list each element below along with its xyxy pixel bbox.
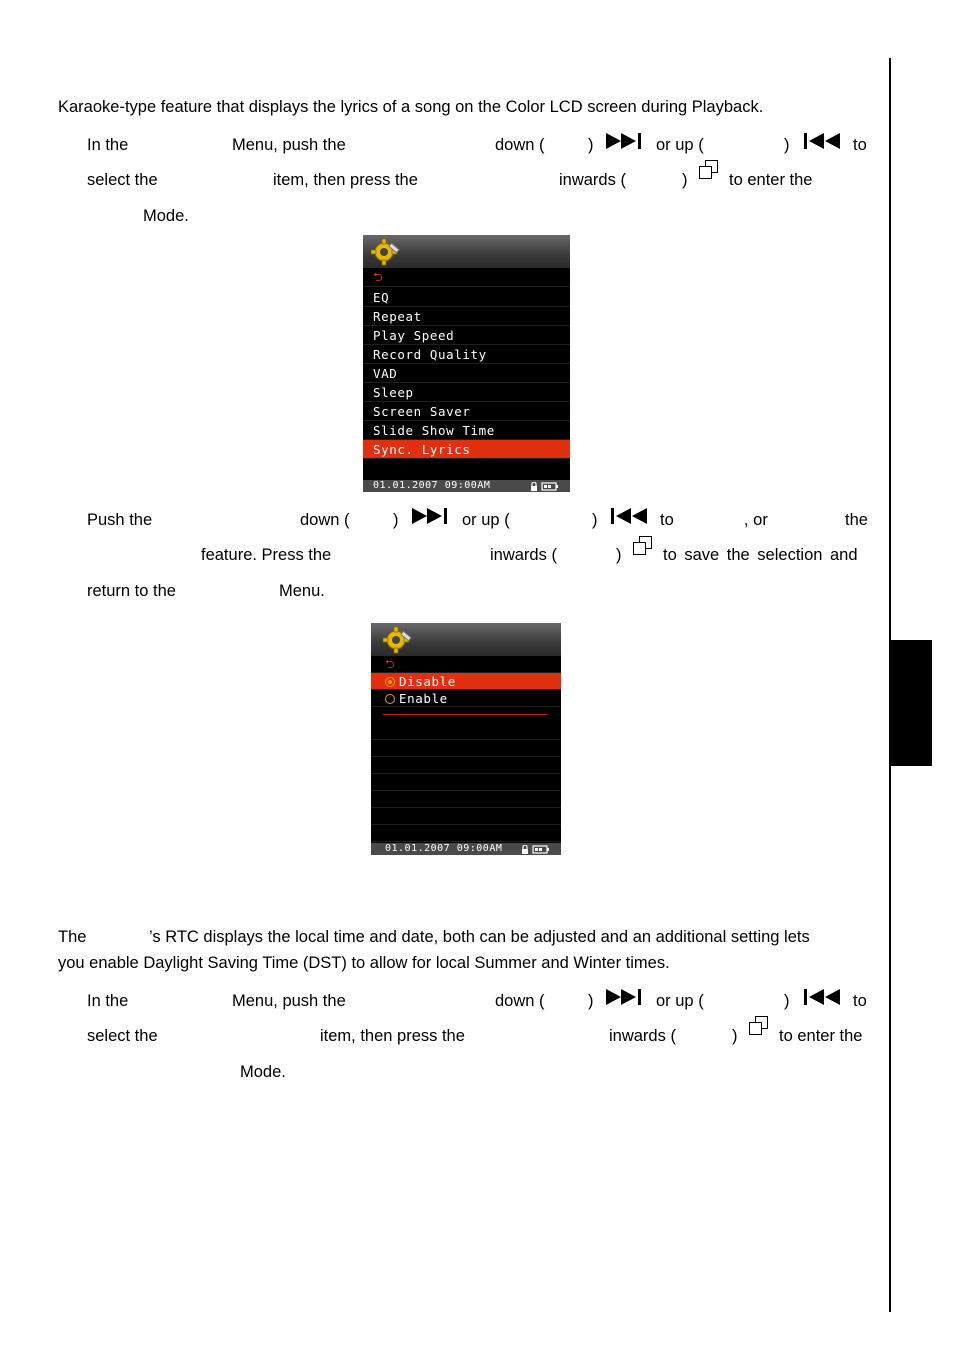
empty-row [371, 825, 561, 842]
enter-icon [749, 1015, 769, 1037]
menu-item-play-speed[interactable]: Play Speed [363, 326, 570, 345]
status-bar [371, 843, 561, 855]
menu-item-sync-lyrics[interactable]: Sync. Lyrics [363, 440, 570, 459]
empty-row [371, 740, 561, 757]
previous-track-icon [611, 508, 651, 524]
lock-and-battery-icon [530, 482, 560, 491]
next-track-icon [606, 989, 646, 1005]
empty-row [371, 723, 561, 740]
gear-icon [371, 238, 401, 266]
gear-icon [383, 626, 413, 654]
settings-menu-screen [363, 235, 570, 492]
option-disable[interactable]: Disable [371, 673, 561, 690]
status-datetime: 01.01.2007 09:00AM [385, 843, 503, 854]
enter-icon [699, 159, 719, 181]
previous-track-icon [804, 989, 844, 1005]
enter-icon [633, 535, 653, 557]
section-tab [891, 640, 932, 766]
next-track-icon [412, 508, 452, 524]
divider [383, 714, 547, 715]
status-bar [363, 480, 570, 492]
back-arrow-icon[interactable]: ⮌ [363, 268, 570, 287]
option-enable[interactable]: Enable [371, 690, 561, 707]
menu-item-sleep[interactable]: Sleep [363, 383, 570, 402]
menu-item-record-quality[interactable]: Record Quality [363, 345, 570, 364]
sync-lyrics-screen [371, 623, 561, 855]
back-arrow-icon[interactable]: ⮌ [371, 656, 561, 673]
next-track-icon [606, 133, 646, 149]
menu-item-repeat[interactable]: Repeat [363, 307, 570, 326]
status-datetime: 01.01.2007 09:00AM [373, 480, 491, 491]
empty-row [371, 808, 561, 825]
empty-row [371, 757, 561, 774]
radio-selected-icon [385, 677, 395, 687]
section1-intro: Karaoke-type feature that displays the lyrics of a song on the Color LCD screen during Playback. [58, 98, 764, 116]
previous-track-icon [804, 133, 844, 149]
menu-item-slide-show-time[interactable]: Slide Show Time [363, 421, 570, 440]
screen-header [363, 235, 570, 268]
lock-and-battery-icon [521, 845, 551, 854]
empty-row [371, 774, 561, 791]
menu-item-screen-saver[interactable]: Screen Saver [363, 402, 570, 421]
screen-header [371, 623, 561, 656]
menu-item-eq[interactable]: EQ [363, 288, 570, 307]
menu-item-vad[interactable]: VAD [363, 364, 570, 383]
empty-row [371, 791, 561, 808]
radio-empty-icon [385, 694, 395, 704]
